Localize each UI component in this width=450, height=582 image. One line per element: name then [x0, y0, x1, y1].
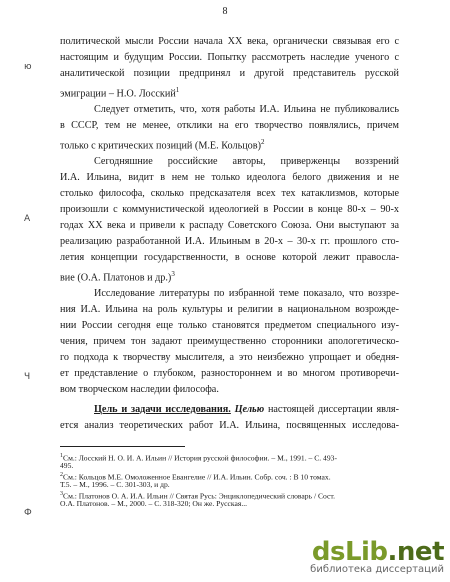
footnote-text: См.: Платонов О. А. И.А. Ильин // Святая Русь: Энциклопедический словарь / Сост. — [63, 491, 336, 501]
goal-italic: Целью — [230, 404, 265, 415]
footnote-continuation: 495. — [60, 461, 74, 470]
footnote-continuation: Т.5. – М., 1996. – С. 301-303, и др. — [60, 480, 170, 489]
page-number: 8 — [222, 6, 228, 17]
text-line: произошли с коммунистической идеологией в России в конце 80-х – 90-х — [60, 204, 399, 215]
watermark-subtitle: библиотека диссертаций — [310, 564, 444, 575]
text-line: в СССР, тем не менее, отклики на его творчество появлялись, причем — [60, 120, 399, 131]
text-line: И.А. Ильина, видит в нем не только идеолога белого движения и не — [60, 172, 399, 183]
footnote-number: 1 — [60, 453, 63, 459]
margin-mark: А — [24, 214, 31, 224]
goal-heading: Цель и задачи исследования. — [94, 404, 231, 415]
text-line: Следует отметить, что, хотя работы И.А. Ильина не публиковались — [94, 104, 399, 115]
watermark — [310, 538, 444, 575]
text-line: ния И.А. Ильина на роль культуры и религии в национальном возрожде- — [60, 304, 399, 315]
text-line — [60, 268, 399, 284]
goal-line: ется анализ теоретических работ И.А. Ильина, посвященных исследова- — [60, 420, 399, 431]
footnote-continuation: О.А. Платонов. – М., 2000. – С. 318-320; Он же. Русская... — [60, 499, 248, 508]
margin-mark: Ч — [24, 372, 31, 382]
text-line — [60, 84, 399, 100]
watermark-logo — [310, 538, 444, 566]
watermark-logo-text: dsLib — [311, 537, 388, 567]
text-fragment: вие (О.А. Платонов и др.) — [60, 272, 172, 284]
footnote-ref: 1 — [175, 86, 180, 94]
text-fragment: только с критических позиций (М.Е. Кольцов) — [60, 140, 261, 152]
text-line: настоящим и будущим России. Попытку рассмотреть наследие ученого с — [60, 52, 399, 63]
footnote-text: См.: Кольцов М.Е. Омоложенное Евангелие // И.А. Ильин. Собр. соч. : В 10 томах. — [63, 472, 331, 482]
text-line: Исследование литературы по избранной теме показало, что воззре- — [94, 288, 399, 299]
text-line: столько философа, сколько предсказателя всех тех катаклизмов, которые — [60, 188, 399, 199]
text-line: чения, причем тон задают преимущественно сторонники апологетическо- — [60, 336, 399, 347]
footnote-ref: 2 — [260, 138, 265, 146]
text-fragment: эмиграции – Н.О. Лосский — [60, 88, 176, 100]
text-line: ет представление о глубоком, разностороннем и во многом противоречи- — [60, 368, 399, 379]
text-line: го подхода к творчеству мыслителя, а это неизбежно упрощает и обедня- — [60, 352, 399, 363]
goal-rest: настоящей диссертации явля- — [264, 404, 399, 415]
text-line: политической мысли России начала XX века, органически связывая его с — [60, 36, 399, 47]
text-line: аналитической позиции предпринял и другой представитель русской — [60, 68, 399, 79]
text-line: реализацию разработанной И.А. Ильиным в 20-х – 30-х гг. прошлого сто- — [60, 236, 399, 247]
footnote-number: 3 — [60, 491, 63, 497]
text-line: вом творческом наследии философа. — [60, 384, 219, 395]
watermark-logo-ext: .net — [387, 537, 444, 567]
text-line: Сегодняшние российские авторы, приверженцы воззрений — [94, 156, 399, 167]
footnote-text: См.: Лосский Н. О. И. А. Ильин // История русской философии. – М., 1991. – С. 493- — [63, 453, 337, 463]
margin-mark: ю — [24, 62, 32, 72]
text-line: годах XX века и привели к распаду Советского Союза. Они выступают за — [60, 220, 399, 231]
margin-mark: Ф — [24, 508, 32, 518]
text-line — [60, 136, 399, 152]
footnote-rule — [60, 446, 185, 447]
goal-line — [94, 404, 399, 416]
footnote-number: 2 — [60, 472, 63, 478]
text-line: нии России сегодня еще только становятся предметом специального изу- — [60, 320, 399, 331]
footnote-ref: 3 — [171, 270, 175, 278]
text-line: летия концепции государственности, в основе которой лежит правосла- — [60, 252, 399, 263]
